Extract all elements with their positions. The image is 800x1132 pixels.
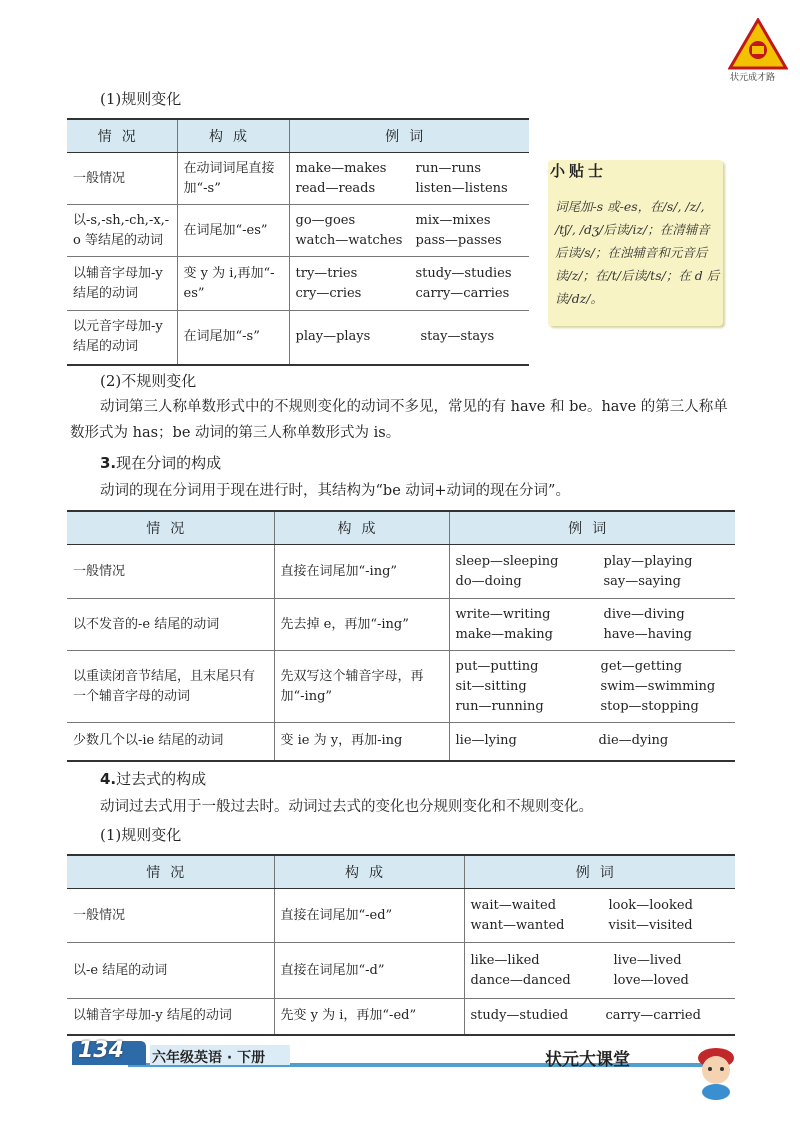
header-examples: 例词 (289, 119, 529, 153)
example-word: say—saying (603, 573, 681, 589)
header-examples: 例词 (464, 855, 735, 889)
example-word: swim—swimming (600, 678, 716, 694)
example-line (456, 731, 730, 751)
example-line (456, 572, 730, 592)
example-word: wait—waited (470, 897, 557, 913)
cell-rule: 在词尾加“-es” (177, 205, 289, 257)
cell-situation: 以元音字母加-y结尾的动词 (67, 311, 177, 365)
example-word: play—plays (295, 329, 371, 345)
example-word: sit—sitting (455, 678, 527, 694)
book-title: 六年级英语 · 下册 (152, 1050, 266, 1066)
example-word: lie—lying (455, 733, 517, 749)
example-word: stay—stays (420, 329, 495, 345)
cell-rule: 先双写这个辅音字母，再加“-ing” (274, 651, 449, 723)
table-header-row (67, 855, 735, 889)
cell-examples (289, 153, 529, 205)
example-line (296, 231, 524, 251)
example-word: have—having (603, 626, 692, 642)
example-word: try—tries (295, 265, 358, 281)
section-heading: (1)规则变化 (100, 90, 182, 108)
table-row (67, 943, 735, 999)
example-word: like—liked (470, 952, 540, 968)
example-word: look—looked (608, 897, 693, 913)
example-line (456, 625, 730, 645)
cell-rule: 在动词词尾直接加“-s” (177, 153, 289, 205)
example-word: dance—danced (470, 972, 571, 988)
example-line (471, 971, 730, 991)
logo-text: 状元成才路 (730, 73, 776, 83)
cell-examples (289, 205, 529, 257)
example-word: do—doing (455, 573, 522, 589)
example-word: run—runs (415, 160, 482, 176)
table-row (67, 205, 529, 257)
cell-examples (449, 599, 735, 651)
example-line (456, 697, 730, 717)
example-word: dive—diving (603, 606, 685, 622)
example-word: run—running (455, 698, 544, 714)
crown-icon (728, 18, 788, 70)
section-heading: (1)规则变化 (100, 826, 182, 844)
section-title (100, 768, 206, 789)
example-word: make—making (455, 626, 553, 642)
cell-examples (289, 311, 529, 365)
page-number: 134 (78, 1038, 124, 1063)
tip-body: 词尾加-s 或-es，在/s/, /z/, /tʃ/, /dʒ/后读/iz/；在清辅音后读/s/；在浊辅音和元音后读/z/；在/t/后读/ts/；在 d 后读/dz/。 (555, 199, 720, 306)
section-title-text: 现在分词的构成 (116, 454, 222, 472)
example-line (471, 1006, 730, 1026)
example-word: die—dying (598, 733, 669, 749)
section-title (100, 452, 221, 473)
paragraph: 动词过去式用于一般过去时。动词过去式的变化也分规则变化和不规则变化。 (100, 799, 593, 815)
cell-situation: 以重读闭音节结尾，且末尾只有一个辅音字母的动词 (67, 651, 274, 723)
example-word: sleep—sleeping (455, 553, 559, 569)
cell-rule: 在词尾加“-s” (177, 311, 289, 365)
cell-situation: 以-s,-sh,-ch,-x,-o 等结尾的动词 (67, 205, 177, 257)
example-word: want—wanted (470, 917, 565, 933)
example-word: love—loved (613, 972, 689, 988)
publisher-logo (728, 18, 788, 70)
mascot-icon (690, 1040, 742, 1100)
cell-rule: 变 y 为 i,再加“-es” (177, 257, 289, 311)
table-row (67, 723, 735, 761)
mascot (690, 1040, 742, 1100)
example-line (296, 327, 524, 347)
cell-situation: 以-e 结尾的动词 (67, 943, 274, 999)
example-line (296, 211, 524, 231)
example-line (471, 896, 730, 916)
cell-examples (289, 257, 529, 311)
cell-rule: 直接在词尾加“-ing” (274, 545, 449, 599)
table-row (67, 311, 529, 365)
example-line (456, 677, 730, 697)
cell-examples (449, 723, 735, 761)
example-word: mix—mixes (415, 212, 491, 228)
example-line (471, 916, 730, 936)
cell-examples (449, 545, 735, 599)
cell-situation: 一般情况 (67, 153, 177, 205)
section-title-text: 过去式的构成 (116, 770, 207, 788)
header-rule: 构成 (274, 511, 449, 545)
cell-rule: 直接在词尾加“-ed” (274, 889, 464, 943)
example-word: visit—visited (608, 917, 693, 933)
section-number: 3. (100, 454, 117, 472)
example-word: watch—watches (295, 232, 403, 248)
example-word: play—playing (603, 553, 693, 569)
example-word: read—reads (295, 180, 376, 196)
example-word: go—goes (295, 212, 356, 228)
table-row (67, 545, 735, 599)
example-word: live—lived (613, 952, 682, 968)
cell-situation: 一般情况 (67, 889, 274, 943)
example-line (456, 605, 730, 625)
table-row (67, 651, 735, 723)
example-word: listen—listens (415, 180, 508, 196)
cell-examples (464, 999, 735, 1035)
table-row (67, 889, 735, 943)
cell-examples (449, 651, 735, 723)
example-line (456, 657, 730, 677)
example-word: stop—stopping (600, 698, 699, 714)
example-line (296, 264, 524, 284)
header-situation: 情况 (67, 119, 177, 153)
cell-situation: 一般情况 (67, 545, 274, 599)
example-word: make—makes (295, 160, 387, 176)
cell-examples (464, 889, 735, 943)
paragraph: 动词第三人称单数形式中的不规则变化的动词不多见，常见的有 have 和 be。have 的第三人称单数形式为 has；be 动词的第三人称单数形式为 is。 (70, 399, 728, 441)
paragraph: 动词的现在分词用于现在进行时，其结构为“be 动词+动词的现在分词”。 (100, 483, 570, 499)
cell-rule: 先变 y 为 i，再加“-ed” (274, 999, 464, 1035)
header-examples: 例词 (449, 511, 735, 545)
example-word: carry—carries (415, 285, 510, 301)
table-header-row (67, 119, 529, 153)
example-word: carry—carried (605, 1008, 701, 1024)
table-past-tense-regular (67, 854, 735, 1036)
example-line (456, 552, 730, 572)
cell-situation: 以辅音字母加-y 结尾的动词 (67, 999, 274, 1035)
example-line (296, 284, 524, 304)
table-header-row (67, 511, 735, 545)
example-word: study—studies (415, 265, 512, 281)
brand-name: 状元大课堂 (545, 1050, 630, 1070)
cell-rule: 直接在词尾加“-d” (274, 943, 464, 999)
table-present-participle (67, 510, 735, 762)
section-number: 4. (100, 770, 117, 788)
header-situation: 情况 (67, 855, 274, 889)
header-situation: 情况 (67, 511, 274, 545)
cell-situation: 少数几个以-ie 结尾的动词 (67, 723, 274, 761)
table-third-person-regular (67, 118, 529, 366)
table-row (67, 257, 529, 311)
example-word: pass—passes (415, 232, 502, 248)
section-heading: (2)不规则变化 (100, 372, 197, 390)
cell-situation: 以不发音的-e 结尾的动词 (67, 599, 274, 651)
example-word: get—getting (600, 658, 683, 674)
cell-rule: 变 ie 为 y，再加-ing (274, 723, 449, 761)
example-line (296, 179, 524, 199)
example-word: put—putting (455, 658, 539, 674)
table-row (67, 999, 735, 1035)
cell-examples (464, 943, 735, 999)
table-row (67, 153, 529, 205)
cell-rule: 先去掉 e，再加“-ing” (274, 599, 449, 651)
table-row (67, 599, 735, 651)
tip-title: 小贴士 (550, 162, 608, 180)
header-rule: 构成 (274, 855, 464, 889)
example-word: study—studied (470, 1008, 569, 1024)
cell-situation: 以辅音字母加-y结尾的动词 (67, 257, 177, 311)
example-line (471, 951, 730, 971)
header-rule: 构成 (177, 119, 289, 153)
example-word: write—writing (455, 606, 551, 622)
example-word: cry—cries (295, 285, 362, 301)
example-line (296, 159, 524, 179)
